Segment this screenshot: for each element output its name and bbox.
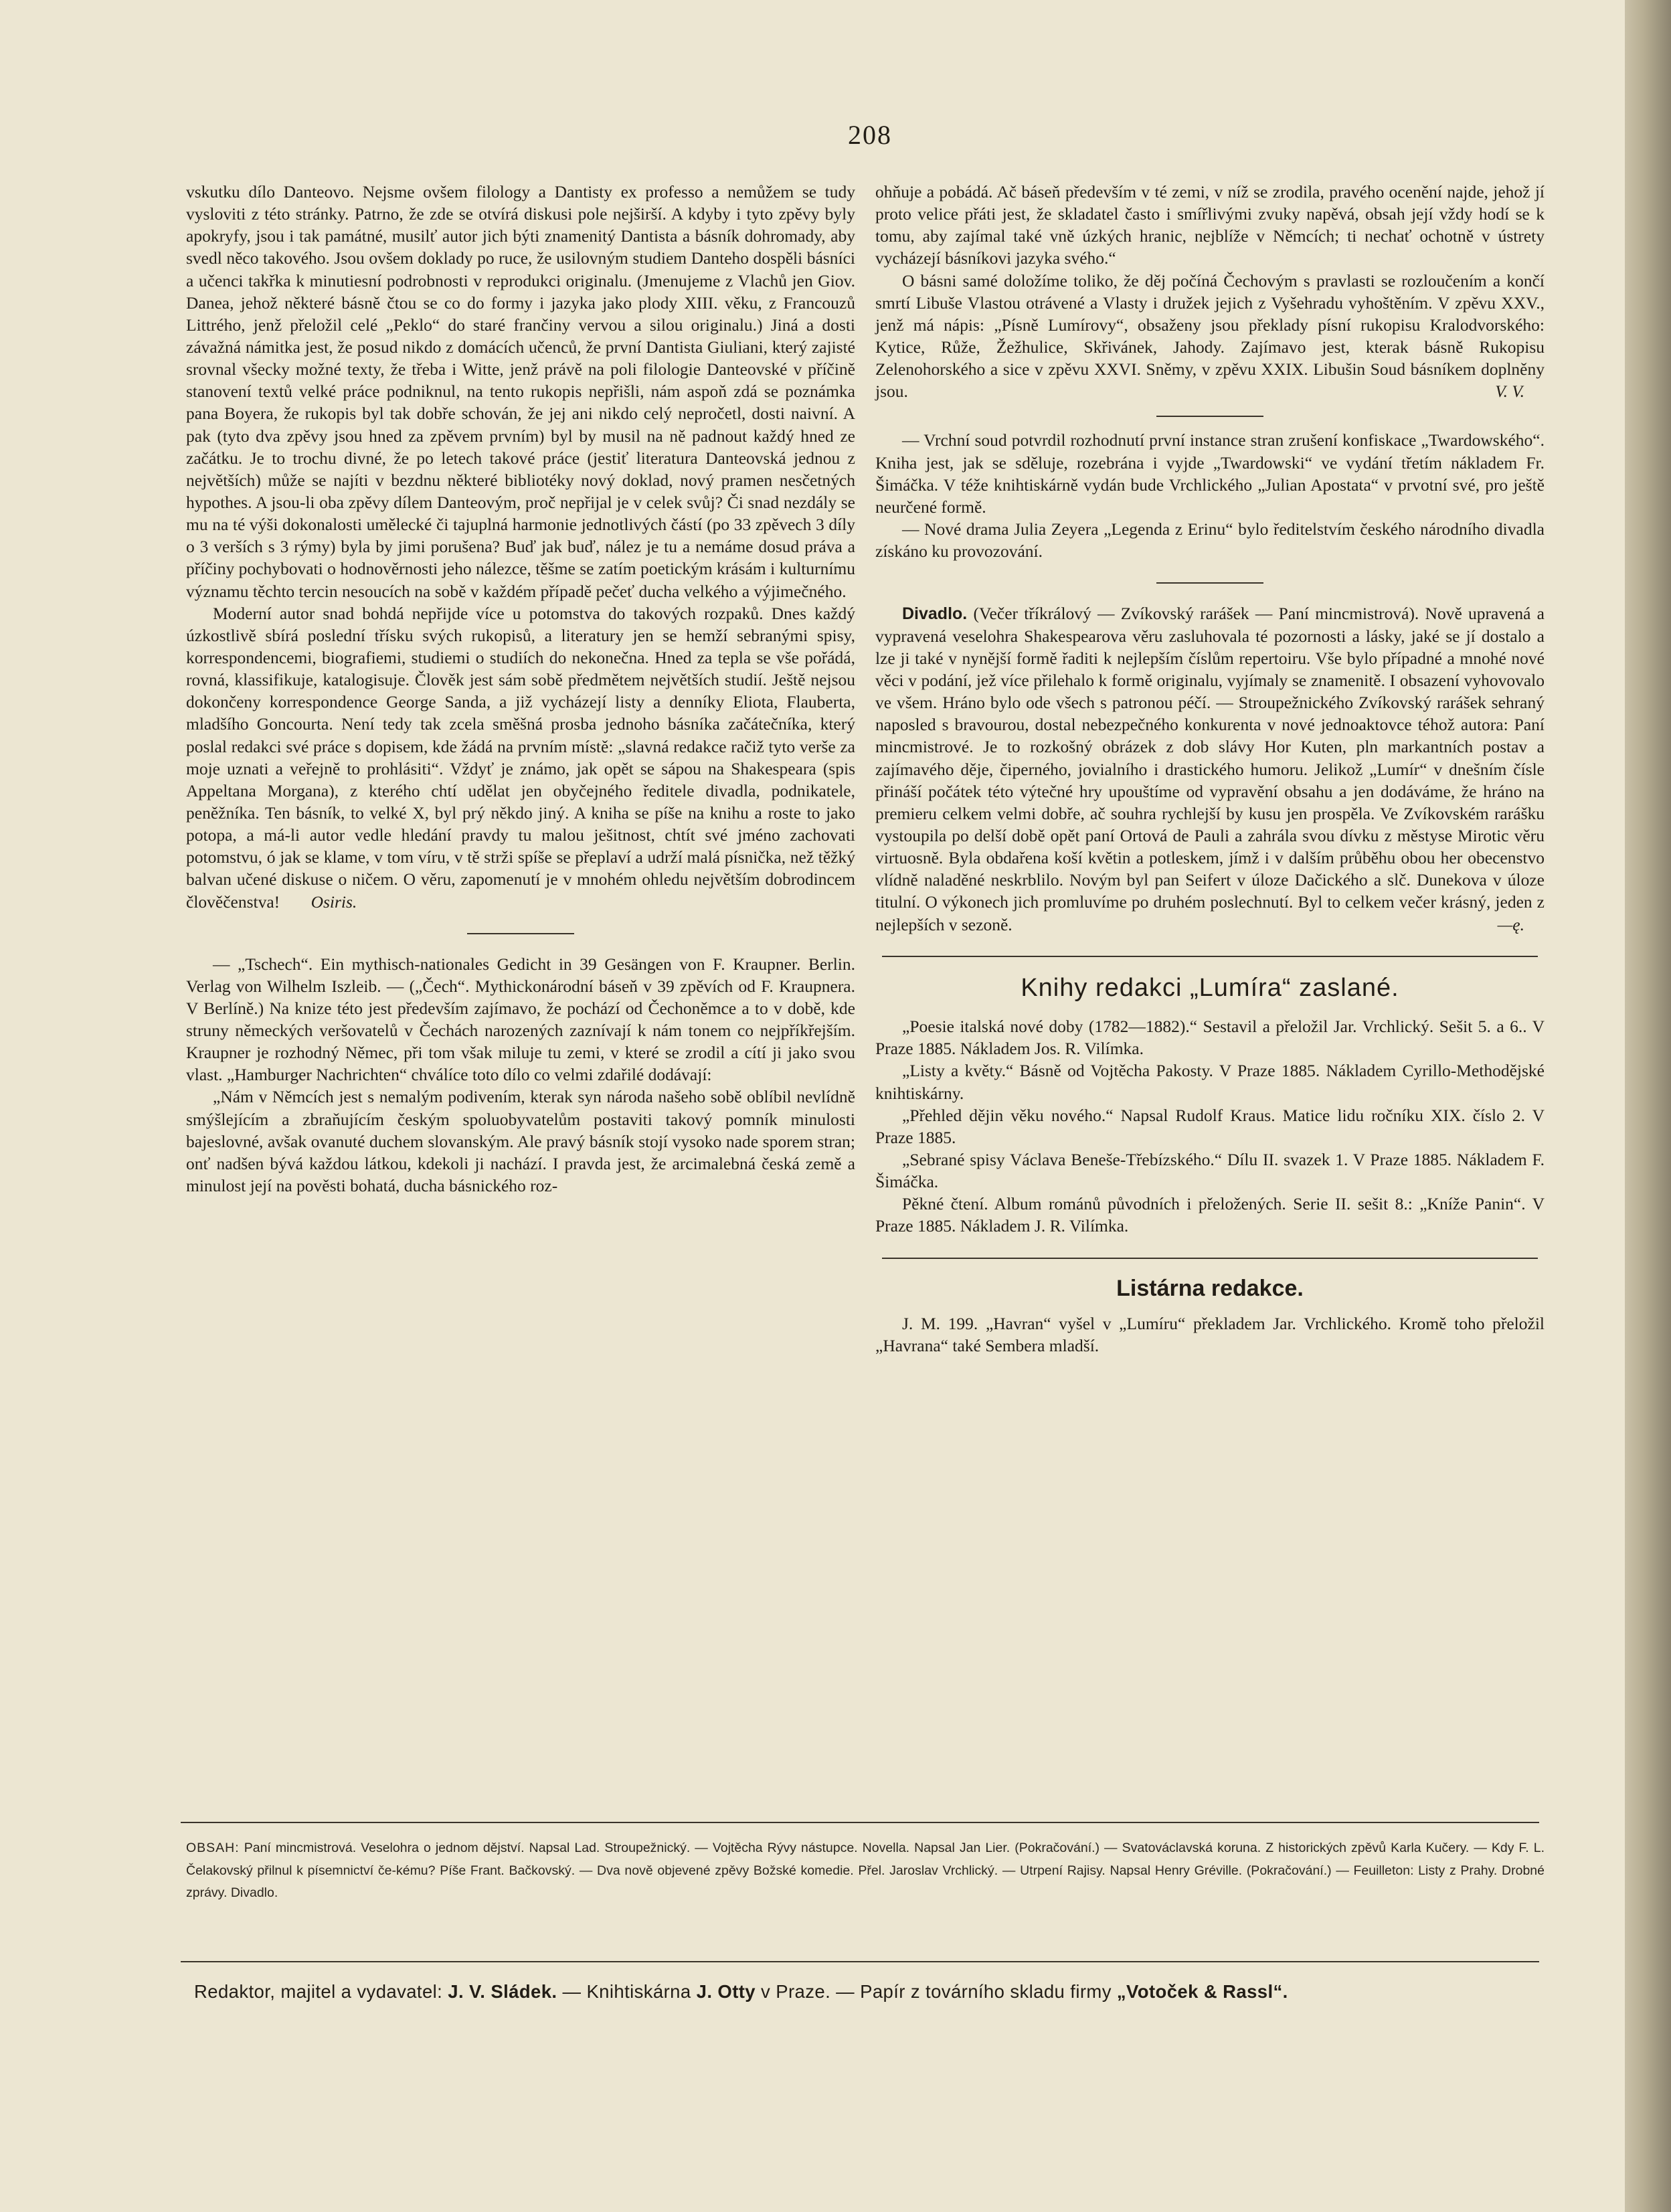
column-divider — [467, 933, 574, 934]
footer-printer: J. Otty — [696, 1981, 756, 2002]
book-entry: „Přehled dějin věku nového.“ Napsal Rudolf Kraus. Matice lidu ročníku XIX. číslo 2. V Praze 1885. — [875, 1105, 1545, 1147]
page-number: 208 — [848, 120, 892, 150]
theatre-review — [875, 602, 1545, 935]
tschech-review-continuation: ohňuje a pobádá. Ač báseň především v té zemi, v níž se zrodila, pravého ocenění najde, jehož jí proto velice přáti jest, že skladatel často i smířlivými zvuky napěvá, obsah její vždy hodí se k tomu, aby zajímal také vně úzkých hranic, nejblíže v Němcích; ti nechať ochotně v ústrety vycházejí básníkovi jazyka svého.“ — [875, 182, 1545, 268]
right-column — [875, 181, 1545, 1357]
news-item-twardowski: — Vrchní soud potvrdil rozhodnutí první instance stran zrušení konfiskace „Twardowského“. Kniha jest, jak se sděluje, rozebrána i vyjde „Twardowski“ ve vydání třetím nákladem Fr. Šimáčka. V téže knihtiskárně vydán bude Vrchlického „Julian Apostata“ v prvotní své, pro ještě neurčené formě. — [875, 430, 1545, 517]
books-heading: Knihy redakci „Lumíra“ zaslané. — [1021, 973, 1399, 1002]
news-divider — [1156, 416, 1263, 417]
tschech-review-paragraph-1: — „Tschech“. Ein mythisch-nationales Gedicht in 39 Gesängen von F. Kraupner. Berlin. Verlag von Wilhelm Iszleib. — („Čech“. Mythickonárodní báseň v 39 zpěvích od F. Kraupnera. V Berlíně.) Na knize této jest především zajímavo, že pochází od Čechoněmce a to v době, kde struny německých veršovatelů v Čechách narozených zaznívají k nám tonem co nejpříkřejším. Kraupner je rozhodný Němec, při tom však miluje tu zemi, v které se zrodil a cítí ji jako svou vlast. „Hamburger Nachrichten“ chválíce toto dílo co velmi zdařilé dodávají: — [186, 954, 855, 1085]
osiris-article-paragraph-1: vskutku dílo Danteovo. Nejsme ovšem filology a Dantisty ex professo a nemůžem se tudy vysloviti z této stránky. Patrno, že zde se otvírá diskusi pole nejširší. A kdyby i tyto zpěvy byly apokryfy, jsou i tak památné, musilť autor jich býti znamenitý Dantista a básník dohromady, aby svedl něco takového. Jsou ovšem doklady po ruce, že usilovným studiem Danteho dospěli básníci a učenci takřka k minutiesní podrobnosti v reprodukci originalu. (Jmenujeme z Vlachů jen Giov. Danea, jehož některé básně čtou se co do formy i jazyka jako plody XIII. věku, z Francouzů Littrého, jenž přeložil celé „Peklo“ do staré frančiny vervou a silou originalu.) Jiná a dosti závažná námitka jest, že posud nikdo z domácích učenců, že první Dantista Giuliani, který zajisté srovnal všecky možné texty, že třeba i Witte, jenž právě na poli filologie Danteovské v příčině stanovení textů velké práce podniknul, na tento rukopis nepřišli, nám aspoň zdá se poznámka pana Boyera, že rukopis byl tak dobře schován, že jej ani nikdo celý nepročetl, dosti naivní. A pak (tyto dva zpěvy jsou hned za zpěvem prvním) byl by musil na ně padnout každý hned ze začátku. Je to trochu divné, že po letech takové práce (jestiť literatura Danteovská jednou z největších) může se najíti v bezdnu některé bibliotéky nový doklad, nový pramen nesčetných hypothes. A jsou-li oba zpěvy dílem Danteovým, proč nepřijal je v celek svůj? Či snad nezdály se mu na té výši dokonalosti umělecké či tajuplná harmonie jednotlivých částí (po 33 zpěvech 3 díly o 3 verších s 3 rýmy) byla by jimi porušena? Buď jak buď, nález je tu a nemáme dosud práva a příčiny pochybovati o hodnověrnosti jeho nálezce, těšme se zatím poetickým krásám i kulturnímu významu těchto tercin nesoucích na sobě v každém případě pečeť ducha velkého a výjimečného. — [186, 182, 855, 601]
left-column — [186, 181, 855, 1197]
footer-middle: — Knihtiskárna — [562, 1981, 691, 2002]
osiris-article-paragraph-2 — [186, 602, 855, 913]
osiris-article-paragraph-2-text: Moderní autor snad bohdá nepřijde více u potomstva do takových rozpaků. Dnes každý úzkostlivě sbírá poslední třísku svých rukopisů, a literatury jen se hemží sebranými spisy, korrespondencemi, biografiemi, studiemi o studiích do nekonečna. Hned za tepla se vše pořádá, rovná, klassifikuje, katalogisuje. Člověk jest sám sobě předmětem největších studií. Ještě nejsou dokončeny korrespondence George Sanda, a již vycházejí listy a denníky Eliota, Flauberta, mladšího Goncourta. Není tedy tak zcela směšná prosba jednoho básníka začátečníka, který poslal redakci své práce s dopisem, kde žádá na prvním místě: „slavná redakce račiž tyto verše za moje uznati a veřejně to prohlásiti“. Vždyť je známo, jak opět se sápou na Shakespeara (spis Appeltana Morgana), z kterého chtí udělat jen obyčejného ředitele divadla, podnikatele, peněžníka. Ten básník, to velké X, byl prý někdo jiný. A kniha se píše na knihu a roste to jako potopa, a má-li autor vedle hledání pravdy tu malou ješitnost, chtít své jméno zachovati potomstvu, ó jak se klame, v tom víru, v tě strži spíše se přeplaví a udrží malá písnička, než těžký balvan učené diskuse o ničem. O věru, zapomenutí je v mnohém ohledu největším dobrodincem člověčenstva! — [186, 603, 855, 912]
contents-label: OBSAH: — [186, 1841, 240, 1855]
book-entry: Pěkné čtení. Album románů původních i přeložených. Serie II. sešit 8.: „Kníže Panin“. V Praze 1885. Nákladem J. R. Vilímka. — [875, 1194, 1545, 1236]
tschech-review-summary-text: O básni samé doložíme toliko, že děj počíná Čechovým s pravlasti se rozloučením a končí smrtí Libuše Vlastou otrávené a Vlasty i družek jejich z Vyšehradu vyhoštěním. V zpěvu XXV., jenž má nápis: „Písně Lumírovy“, obsaženy jsou překlady písní rukopisu Kralodvorského: Kytice, Růže, Žežhulice, Skřivánek, Jahody. Zajímavo jest, kterak básně Rukopisu Zelenohorského a sice v zpěvu XXVI. Sněmy, v zpěvu XXIX. Libušin Soud básníkem doplněny jsou. — [875, 270, 1545, 402]
theatre-review-text: (Večer tříkrálový — Zvíkovský rarášek — Paní mincmistrová). Nově upravená a vypravená veselohra Shakespearova věru zasluhovala té pozornosti a lásky, jaké se jí dostalo a lze ji také v nynější formě řaditi k nejlepším číslům repertoiru. Vše bylo případné a mnohé nové věci v podání, jež více přilehalo k formě originalu, vyjímaly se znamenitě. I obsazení vyhovovalo ve všem. Hráno bylo ode všech s patronou péčí. — Stroupežnického Zvíkovský rarášek sehraný naposled s bravourou, dostal nebezpečného konkurenta v nové jednoaktovce téhož autora: Paní mincmistrové. Je to rozkošný obrázek z dob slávy Hor Kuten, pln markantních postav a zajímavého děje, čiperného, jovialního i drastického humoru. Jelikož „Lumír“ v dnešním čísle přináší počátek této výtečné hry upouštíme od vypravění obsahu a jen dodáváme, že hráno na premieru celkem velmi dobře, ač souhra rychlejší by kusu jen prospěla. Ve Zvíkovském rarášku vystoupila po delší době opět paní Ortová de Pauli a zahrála svou dívku z městyse Mirotic věru virtuosně. Byla obdařena koší květin a potleskem, jímž i v dalším průběhu obou her obecenstvo vlídně naladěné neskrblilo. Novým byl pan Seifert v úloze Dačického a slč. Dunekova v úloze titulní. O výkonech jich promluvíme po druhém poslechnutí. Byl to celkem večer krásný, jeden z nejlepších v sezoně. — [875, 604, 1545, 934]
book-entry: „Sebrané spisy Václava Beneše-Třebízského.“ Dílu II. svazek 1. V Praze 1885. Nákladem F. Šimáčka. — [875, 1149, 1545, 1192]
issue-contents — [186, 1837, 1545, 1905]
books-divider — [882, 956, 1538, 957]
contents-bottom-rule — [181, 1961, 1539, 1962]
news-item-zeyer-drama: — Nové drama Julia Zeyera „Legenda z Erinu“ bylo ředitelstvím českého národního divadla získáno ku provozování. — [875, 519, 1545, 562]
contents-top-rule — [181, 1822, 1539, 1823]
vv-signature: V. V. — [1495, 381, 1524, 402]
page-edge-shadow — [1625, 0, 1671, 2212]
tschech-review-paragraph-2: „Nám v Němcích jest s nemalým podivením, kterak syn národa našeho sobě oblíbil nevlídně smýšlejícím a zbraňujícím českým spoluobyvatelům postaviti takový pomník minulosti bajeslovné, avšak ovanuté duchem slovanským. Ale pravý básník stojí vysoko nade sporem stran; onť nadšen bývá každou látkou, kdekoli ji nachází. I pravda jest, že arcimalebná česká země a minulost její na pověsti bohatá, ducha básnického roz- — [186, 1087, 855, 1196]
theatre-signature: —ę. — [1497, 914, 1524, 934]
footer-editor: J. V. Sládek. — [448, 1981, 557, 2002]
theatre-review-lead: Divadlo. — [902, 604, 968, 624]
imprint-footer — [194, 1981, 1546, 2003]
footer-prefix: Redaktor, majitel a vydavatel: — [194, 1981, 443, 2002]
footer-firm: „Votoček & Rassl“. — [1116, 1981, 1288, 2002]
osiris-signature: Osiris. — [311, 891, 357, 912]
theatre-divider — [1156, 582, 1263, 584]
footer-suffix: v Praze. — Papír z továrního skladu firmy — [761, 1981, 1112, 2002]
book-entry: „Listy a květy.“ Básně od Vojtěcha Pakosty. V Praze 1885. Nákladem Cyrillo-Methodějské knihtiskárny. — [875, 1061, 1545, 1103]
listarna-divider — [882, 1258, 1538, 1259]
book-entry: „Poesie italská nové doby (1782—1882).“ Sestavil a přeložil Jar. Vrchlický. Sešit 5. a 6.. V Praze 1885. Nákladem Jos. R. Vilímka. — [875, 1017, 1545, 1059]
contents-text: Paní mincmistrová. Veselohra o jednom dějství. Napsal Lad. Stroupežnický. — Vojtěcha Rývy nástupce. Novella. Napsal Jan Lier. (Pokračování.) — Svatováclavská koruna. Z historických zpěvů Karla Kučery. — Kdy F. L. Čelakovský přilnul k písemnictví če-kému? Píše Frant. Bačkovský. — Dva nově objevené zpěvy Božské komedie. Přel. Jaroslav Vrchlický. — Utrpení Rajisy. Napsal Henry Gréville. (Pokračování.) — Feuilleton: Listy z Prahy. Drobné zprávy. Divadlo. — [186, 1841, 1545, 1901]
listarna-text: J. M. 199. „Havran“ vyšel v „Lumíru“ překladem Jar. Vrchlického. Kromě toho přeložil „Havrana“ také Sembera mladší. — [875, 1313, 1545, 1355]
listarna-heading: Listárna redakce. — [1116, 1275, 1304, 1301]
tschech-review-summary — [875, 270, 1545, 403]
